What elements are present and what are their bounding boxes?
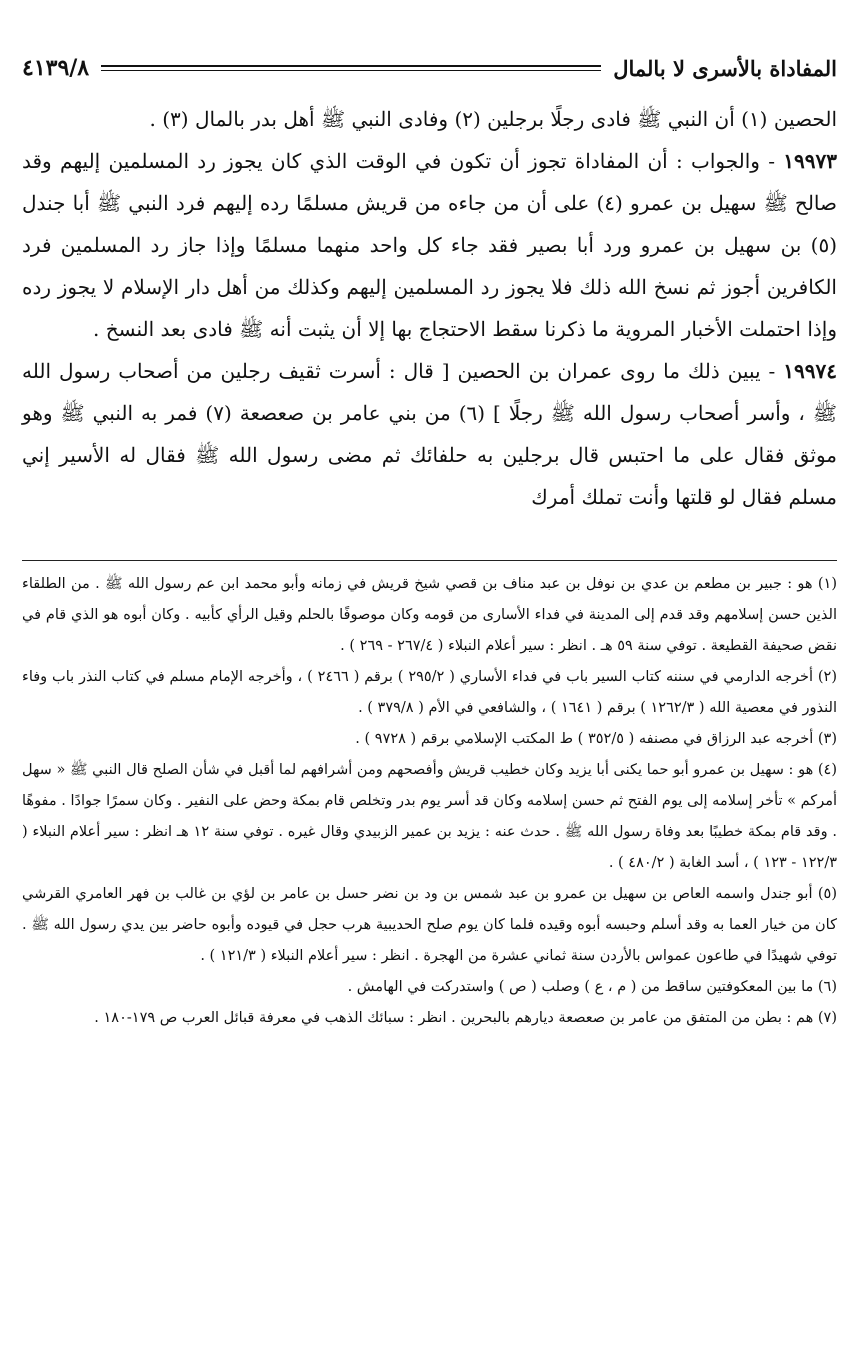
footnote-6: (٦) ما بين المعكوفتين ساقط من ( م ، ع ) وصلب ( ص ) واستدركت في الهامش . — [347, 979, 837, 995]
paragraph-19973 — [22, 140, 837, 350]
footnote-3: (٣) أخرجه عبد الرزاق في مصنفه ( ٣٥٢/٥ ) ط المكتب الإسلامي برقم ( ٩٧٢٨ ) . — [355, 731, 837, 747]
paragraph-19974 — [22, 350, 837, 518]
page-number: ٤١٣٩/٨ — [22, 55, 90, 81]
paragraph-text: - والجواب : أن المفاداة تجوز أن تكون في الوقت الذي كان يجوز رد المسلمين إليهم وقد صالح ﷺ سهيل بن عمرو (٤) على أن من جاءه من قريش مسلمًا رده إليهم فرد النبي ﷺ أبا جندل (٥) بن سهيل بن عمرو ورد أبا بصير فقد جاء كل واحد منهما مسلمًا وإذا جاز رد المسلمين فرد الكافرين أجوز ثم نسخ الله ذلك فلا يجوز رد المسلمين إليهم وكذلك من أهل دار الإسلام لا يجوز رده وإذا احتملت الأخبار المروية ما ذكرنا سقط الاحتجاج بها إلا أن يثبت أنه ﷺ فادى بعد النسخ . — [22, 149, 838, 341]
intro-line: الحصين (١) أن النبي ﷺ فادى رجلًا برجلين (٢) وفادى النبي ﷺ أهل بدر بالمال (٣) . — [149, 107, 837, 131]
footnote-5: (٥) أبو جندل واسمه العاص بن سهيل بن عمرو بن عبد شمس بن ود بن نضر حسل بن عامر بن لؤي بن غالب بن فهر العامري القرشي كان من خيار العما به وقد أسلم وحبسه أبوه وقيده فلما كان يوم صلح الحديبية هرب حجل في قيوده وأبوه حاضر بين يدي رسول الله ﷺ . توفي شهيدًا في طاعون عمواس بالأردن سنة ثماني عشرة من الهجرة . انظر : سير أعلام النبلاء ( ١٢١/٣ ) . — [22, 886, 837, 964]
footnote-1: (١) هو : جبير بن مطعم بن عدي بن نوفل بن عبد مناف بن قصي شيخ قريش في زمانه وأبو محمد ابن عم رسول الله ﷺ . من الطلقاء الذين حسن إسلامهم وقد قدم إلى المدينة في فداء الأسارى من قومه وكان موصوفًا بالحلم وقيل الرأي كأبيه . وكان أبوه هو الذي قام في نقض صحيفة القطيعة . توفي سنة ٥٩ هـ . انظر : سير أعلام النبلاء ( ٢٦٧/٤ - ٢٦٩ ) . — [22, 576, 837, 654]
paragraph-number: ١٩٩٧٣ — [783, 149, 837, 173]
main-text — [22, 98, 837, 518]
running-header — [22, 48, 837, 88]
chapter-title: المفاداة بالأسرى لا بالمال — [613, 55, 837, 81]
footnote-separator — [22, 560, 837, 561]
footnotes — [22, 569, 837, 1034]
footnote-2: (٢) أخرجه الدارمي في سننه كتاب السير باب في فداء الأساري ( ٢٩٥/٢ ) برقم ( ٢٤٦٦ ) ، وأخرجه الإمام مسلم في كتاب النذر باب وفاء النذور في معصية الله ( ١٢٦٢/٣ ) برقم ( ١٦٤١ ) ، والشافعي في الأم ( ٣٧٩/٨ ) . — [22, 669, 837, 716]
footnote-7: (٧) هم : بطن من المتفق من عامر بن صعصعة ديارهم بالبحرين . انظر : سبائك الذهب في معرفة قبائل العرب ص ١٧٩-١٨٠ . — [94, 1010, 837, 1026]
paragraph-text: - يبين ذلك ما روى عمران بن الحصين [ قال : أسرت ثقيف رجلين من أصحاب رسول الله ﷺ ، وأسر أصحاب رسول الله ﷺ رجلًا ] (٦) من بني عامر بن صعصعة (٧) فمر به النبي ﷺ وهو موثق فقال على ما احتبس قال برجلين به حلفائك ثم مضى رسول الله ﷺ فقال له الأسير إني مسلم فقال لو قلتها وأنت تملك أمرك — [22, 359, 837, 509]
header-rule — [101, 65, 601, 71]
book-page — [22, 48, 837, 1343]
paragraph-number: ١٩٩٧٤ — [783, 359, 837, 383]
footnote-4: (٤) هو : سهيل بن عمرو أبو حما يكنى أبا يزيد وكان خطيب قريش وأفصحهم ومن أشرافهم لما أقبل في شأن الصلح قال النبي ﷺ « سهل أمركم » تأخر إسلامه إلى يوم الفتح ثم حسن إسلامه وكان قد أسر يوم بدر وتخلص قام بمكة وحض على النفير . وكان سمرًا جوادًا . مفوهًا . وقد قام بمكة خطيبًا بعد وفاة رسول الله ﷺ . حدث عنه : يزيد بن عمير الزبيدي وقال غيره . توفي سنة ١٢ هـ انظر : سير أعلام النبلاء ( ١٢٢/٣ - ١٢٣ ) ، أسد الغابة ( ٤٨٠/٢ ) . — [22, 762, 837, 871]
